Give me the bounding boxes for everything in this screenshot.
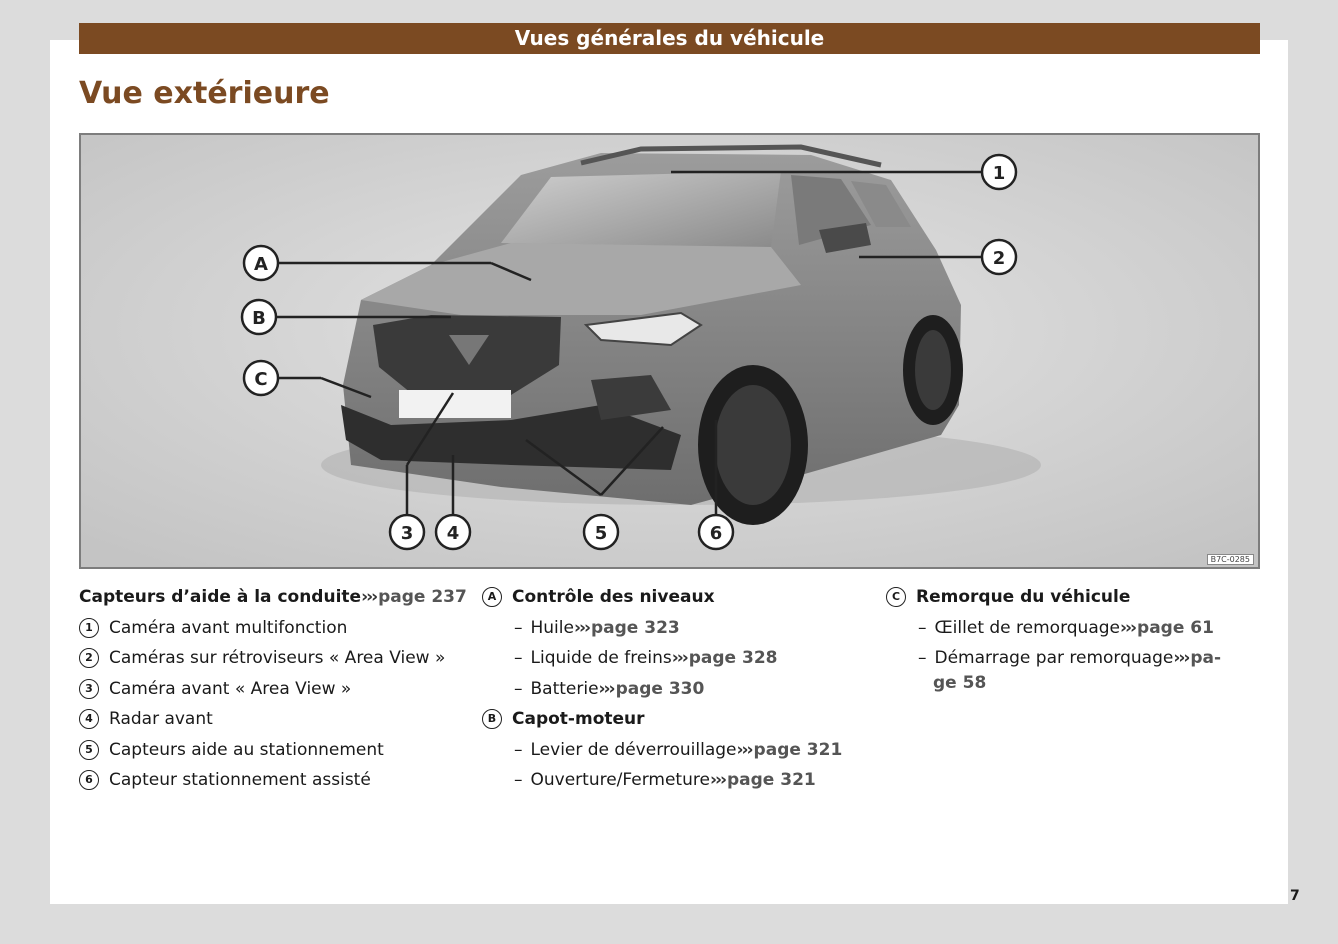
list-item: 5 Capteurs aide au stationnement bbox=[79, 735, 459, 766]
column-driving-sensors bbox=[79, 582, 467, 796]
list-item: – Huile››› page 323 bbox=[514, 617, 680, 638]
number-badge: 2 bbox=[79, 648, 99, 668]
letter-badge: B bbox=[482, 709, 502, 729]
svg-text:1: 1 bbox=[992, 163, 1006, 184]
page-title: Vue extérieure bbox=[79, 76, 330, 111]
callout-5 bbox=[584, 515, 618, 549]
letter-badge: A bbox=[482, 587, 502, 607]
number-badge: 6 bbox=[79, 770, 99, 790]
number-badge: 3 bbox=[79, 679, 99, 699]
list-item: – Démarrage par remorquage››› pa- ge 58 bbox=[918, 648, 1222, 693]
vehicle-figure bbox=[79, 133, 1260, 569]
page-link[interactable]: page 328 bbox=[688, 648, 778, 668]
page-link[interactable]: page 61 bbox=[1137, 617, 1214, 638]
callout-3 bbox=[390, 515, 424, 549]
svg-text:6: 6 bbox=[709, 523, 723, 544]
list-item: – Liquide de freins››› page 328 bbox=[514, 648, 778, 668]
callout-1 bbox=[982, 155, 1016, 189]
list-item: – Ouverture/Fermeture››› page 321 bbox=[514, 770, 816, 790]
car-illustration bbox=[81, 135, 1258, 567]
list-item: – Levier de déverrouillage››› page 321 bbox=[514, 739, 843, 760]
number-badge: 1 bbox=[79, 618, 99, 638]
callout-a bbox=[244, 246, 278, 280]
column-towing bbox=[886, 582, 1236, 696]
svg-text:2: 2 bbox=[992, 248, 1006, 269]
list-item: – Œillet de remorquage››› page 61 bbox=[918, 617, 1214, 638]
list-item: 3 Caméra avant « Area View » bbox=[79, 674, 459, 705]
letter-badge: C bbox=[886, 587, 906, 607]
callout-4 bbox=[436, 515, 470, 549]
page-number: 7 bbox=[1290, 888, 1300, 904]
callout-c bbox=[244, 361, 278, 395]
page-link[interactable]: page 321 bbox=[753, 739, 843, 760]
svg-text:4: 4 bbox=[446, 523, 460, 544]
section-title-towing: C Remorque du véhicule bbox=[886, 582, 1236, 613]
list-item: – Batterie››› page 330 bbox=[514, 678, 705, 699]
callout-2 bbox=[982, 240, 1016, 274]
column-levels-hood bbox=[482, 582, 862, 796]
section-header: Vues générales du véhicule bbox=[79, 23, 1260, 54]
svg-text:3: 3 bbox=[400, 523, 414, 544]
svg-text:A: A bbox=[254, 254, 268, 275]
number-badge: 4 bbox=[79, 709, 99, 729]
svg-text:C: C bbox=[254, 369, 268, 390]
figure-code: B7C-0285 bbox=[1207, 554, 1254, 565]
list-item: 2 Caméras sur rétroviseurs « Area View » bbox=[79, 643, 459, 674]
page-link[interactable]: page 330 bbox=[615, 678, 705, 699]
page-link[interactable]: pa- bbox=[1190, 648, 1222, 668]
list-item: 6 Capteur stationnement assisté bbox=[79, 765, 459, 796]
page-link[interactable]: page 321 bbox=[726, 770, 816, 790]
callout-b bbox=[242, 300, 276, 334]
section-title-hood: B Capot-moteur bbox=[482, 704, 862, 735]
page-link[interactable]: page 237 bbox=[378, 587, 467, 607]
svg-text:5: 5 bbox=[594, 523, 608, 544]
page-link-continued[interactable]: ge 58 bbox=[933, 673, 987, 693]
page-link[interactable]: page 323 bbox=[591, 617, 680, 638]
svg-text:B: B bbox=[252, 308, 266, 329]
list-item: 4 Radar avant bbox=[79, 704, 459, 735]
number-badge: 5 bbox=[79, 740, 99, 760]
callout-6 bbox=[699, 515, 733, 549]
list-item: 1 Caméra avant multifonction bbox=[79, 613, 459, 644]
section-title-sensors: Capteurs d’aide à la conduite››› page 237 bbox=[79, 587, 467, 607]
section-title-levels: A Contrôle des niveaux bbox=[482, 582, 862, 613]
